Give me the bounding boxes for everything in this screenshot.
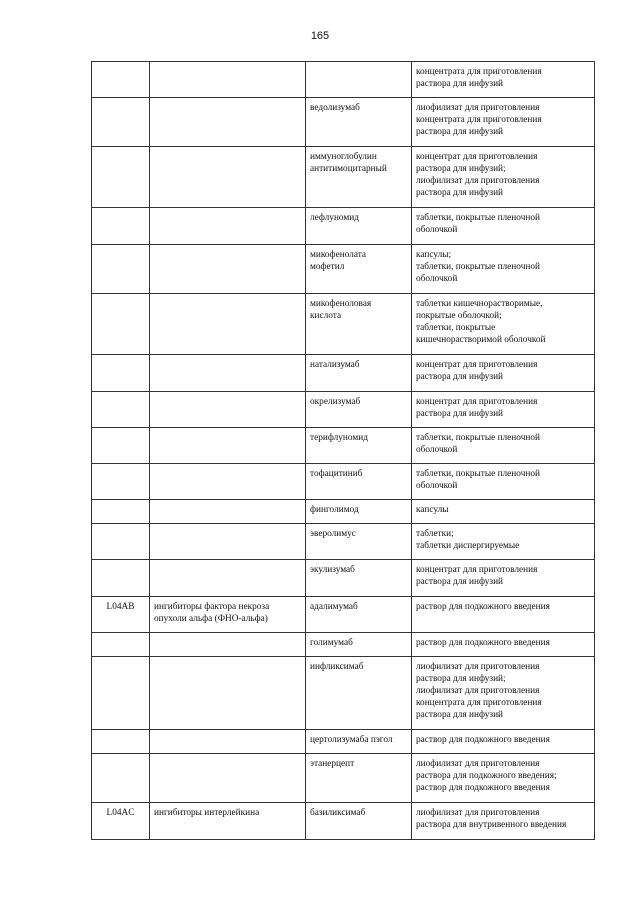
drug-name-cell-text: финголимод — [310, 505, 359, 515]
atc-code-cell — [92, 62, 150, 98]
dosage-form-cell-text: лиофилизат для приготовления раствора для инфузий; лиофилизат для приготовления концентрата для приготовления раствора для инфузий — [416, 662, 542, 720]
table-row — [92, 730, 595, 754]
table-row — [92, 147, 595, 208]
dosage-form-cell — [412, 633, 595, 657]
drug-name-cell — [306, 500, 412, 524]
drug-name-cell — [306, 392, 412, 428]
drug-name-cell — [306, 208, 412, 245]
dosage-form-cell — [412, 428, 595, 464]
pharm-group-cell — [150, 147, 306, 208]
atc-code-cell — [92, 803, 150, 840]
drug-name-cell — [306, 428, 412, 464]
drug-name-cell — [306, 657, 412, 730]
drug-name-cell-text: микофенолата мофетил — [310, 250, 367, 272]
atc-code-cell-text: L04AC — [106, 808, 135, 818]
dosage-form-cell-text: таблетки; таблетки диспергируемые — [416, 529, 520, 551]
pharm-group-cell — [150, 500, 306, 524]
pharm-group-cell — [150, 208, 306, 245]
dosage-form-cell-text: раствор для подкожного введения — [416, 602, 550, 612]
pharm-group-cell-text: ингибиторы фактора некроза опухоли альфа (ФНО-альфа) — [154, 602, 270, 624]
dosage-form-cell — [412, 657, 595, 730]
table-row — [92, 98, 595, 147]
atc-code-cell — [92, 98, 150, 147]
drug-name-cell-text: микофеноловая кислота — [310, 299, 372, 321]
pharm-group-cell — [150, 730, 306, 754]
dosage-form-cell-text: капсулы — [416, 505, 449, 515]
table-row — [92, 657, 595, 730]
dosage-form-cell-text: концентрата для приготовления раствора для инфузий — [416, 67, 542, 89]
dosage-form-cell — [412, 730, 595, 754]
table-row — [92, 524, 595, 560]
pharm-group-cell — [150, 657, 306, 730]
drug-name-cell — [306, 524, 412, 560]
drug-name-cell-text: лефлуномид — [310, 213, 359, 223]
table-row — [92, 355, 595, 392]
atc-code-cell-text: L04AB — [106, 602, 135, 612]
pharm-group-cell — [150, 245, 306, 294]
dosage-form-cell — [412, 803, 595, 840]
dosage-form-cell-text: концентрат для приготовления раствора для инфузий; лиофилизат для приготовления раствора для инфузий — [416, 152, 540, 198]
atc-code-cell — [92, 208, 150, 245]
dosage-form-cell — [412, 245, 595, 294]
dosage-form-cell — [412, 62, 595, 98]
pharm-group-cell — [150, 464, 306, 500]
table-row — [92, 500, 595, 524]
dosage-form-cell-text: лиофилизат для приготовления раствора для внутривенного введения — [416, 808, 567, 830]
atc-code-cell — [92, 597, 150, 633]
pharm-group-cell — [150, 597, 306, 633]
dosage-form-cell-text: таблетки, покрытые пленочной оболочкой — [416, 213, 540, 235]
drug-name-cell — [306, 62, 412, 98]
table-row — [92, 62, 595, 98]
pharm-group-cell — [150, 803, 306, 840]
drug-name-cell — [306, 464, 412, 500]
drug-name-cell-text: адалимумаб — [310, 602, 358, 612]
table-row — [92, 560, 595, 597]
dosage-form-cell — [412, 500, 595, 524]
drug-name-cell-text: базиликсимаб — [310, 808, 366, 818]
atc-code-cell — [92, 355, 150, 392]
drug-name-cell — [306, 294, 412, 355]
dosage-form-cell — [412, 355, 595, 392]
table-row — [92, 633, 595, 657]
atc-code-cell — [92, 754, 150, 803]
drug-name-cell — [306, 633, 412, 657]
table-row — [92, 245, 595, 294]
dosage-form-cell — [412, 464, 595, 500]
drug-name-cell-text: цертолизумаба пэгол — [310, 735, 393, 745]
table-row — [92, 754, 595, 803]
drug-name-cell-text: ведолизумаб — [310, 103, 360, 113]
drug-name-cell-text: эверолимус — [310, 529, 356, 539]
dosage-form-cell — [412, 754, 595, 803]
table-row — [92, 597, 595, 633]
dosage-form-cell-text: таблетки кишечнорастворимые, покрытые оболочкой; таблетки, покрытые кишечнорастворимой оболочкой — [416, 299, 546, 345]
atc-code-cell — [92, 392, 150, 428]
drug-name-cell — [306, 560, 412, 597]
drug-name-cell-text: экулизумаб — [310, 565, 355, 575]
dosage-form-cell-text: раствор для подкожного введения — [416, 638, 550, 648]
drug-name-cell-text: тофацитиниб — [310, 469, 363, 479]
drug-name-cell-text: терифлуномид — [310, 433, 368, 443]
pharm-group-cell — [150, 294, 306, 355]
table-row — [92, 428, 595, 464]
table-row — [92, 803, 595, 840]
dosage-form-cell — [412, 560, 595, 597]
drug-table — [91, 61, 595, 840]
atc-code-cell — [92, 560, 150, 597]
pharm-group-cell — [150, 633, 306, 657]
atc-code-cell — [92, 500, 150, 524]
drug-name-cell-text: голимумаб — [310, 638, 353, 648]
pharm-group-cell — [150, 754, 306, 803]
table-body — [92, 62, 595, 840]
dosage-form-cell-text: концентрат для приготовления раствора для инфузий — [416, 360, 538, 382]
pharm-group-cell — [150, 392, 306, 428]
page-number: 165 — [310, 30, 330, 42]
pharm-group-cell-text: ингибиторы интерлейкина — [154, 808, 260, 818]
atc-code-cell — [92, 464, 150, 500]
dosage-form-cell — [412, 98, 595, 147]
dosage-form-cell-text: концентрат для приготовления раствора для инфузий — [416, 565, 538, 587]
drug-name-cell-text: натализумаб — [310, 360, 360, 370]
pharm-group-cell — [150, 62, 306, 98]
pharm-group-cell — [150, 98, 306, 147]
dosage-form-cell-text: лиофилизат для приготовления раствора для подкожного введения; раствор для подкожного введения — [416, 759, 557, 793]
drug-name-cell-text: инфликсимаб — [310, 662, 364, 672]
dosage-form-cell — [412, 392, 595, 428]
drug-name-cell-text: иммуноглобулин антитимоцитарный — [310, 152, 387, 174]
drug-name-cell — [306, 730, 412, 754]
pharm-group-cell — [150, 560, 306, 597]
drug-name-cell — [306, 803, 412, 840]
drug-name-cell — [306, 754, 412, 803]
dosage-form-cell-text: капсулы; таблетки, покрытые пленочной оболочкой — [416, 250, 540, 284]
pharm-group-cell — [150, 524, 306, 560]
drug-name-cell-text: окрелизумаб — [310, 397, 361, 407]
dosage-form-cell — [412, 524, 595, 560]
drug-name-cell — [306, 98, 412, 147]
table-row — [92, 392, 595, 428]
atc-code-cell — [92, 294, 150, 355]
atc-code-cell — [92, 730, 150, 754]
table-row — [92, 464, 595, 500]
drug-name-cell — [306, 147, 412, 208]
drug-name-cell — [306, 245, 412, 294]
drug-name-cell — [306, 355, 412, 392]
dosage-form-cell — [412, 294, 595, 355]
pharm-group-cell — [150, 428, 306, 464]
atc-code-cell — [92, 657, 150, 730]
table-row — [92, 294, 595, 355]
table-row — [92, 208, 595, 245]
dosage-form-cell — [412, 147, 595, 208]
drug-name-cell — [306, 597, 412, 633]
dosage-form-cell-text: таблетки, покрытые пленочной оболочкой — [416, 469, 540, 491]
dosage-form-cell — [412, 208, 595, 245]
dosage-form-cell — [412, 597, 595, 633]
atc-code-cell — [92, 428, 150, 464]
atc-code-cell — [92, 147, 150, 208]
dosage-form-cell-text: раствор для подкожного введения — [416, 735, 550, 745]
atc-code-cell — [92, 633, 150, 657]
atc-code-cell — [92, 524, 150, 560]
dosage-form-cell-text: лиофилизат для приготовления концентрата для приготовления раствора для инфузий — [416, 103, 542, 137]
pharm-group-cell — [150, 355, 306, 392]
drug-name-cell-text: этанерцепт — [310, 759, 355, 769]
atc-code-cell — [92, 245, 150, 294]
dosage-form-cell-text: таблетки, покрытые пленочной оболочкой — [416, 433, 540, 455]
dosage-form-cell-text: концентрат для приготовления раствора для инфузий — [416, 397, 538, 419]
